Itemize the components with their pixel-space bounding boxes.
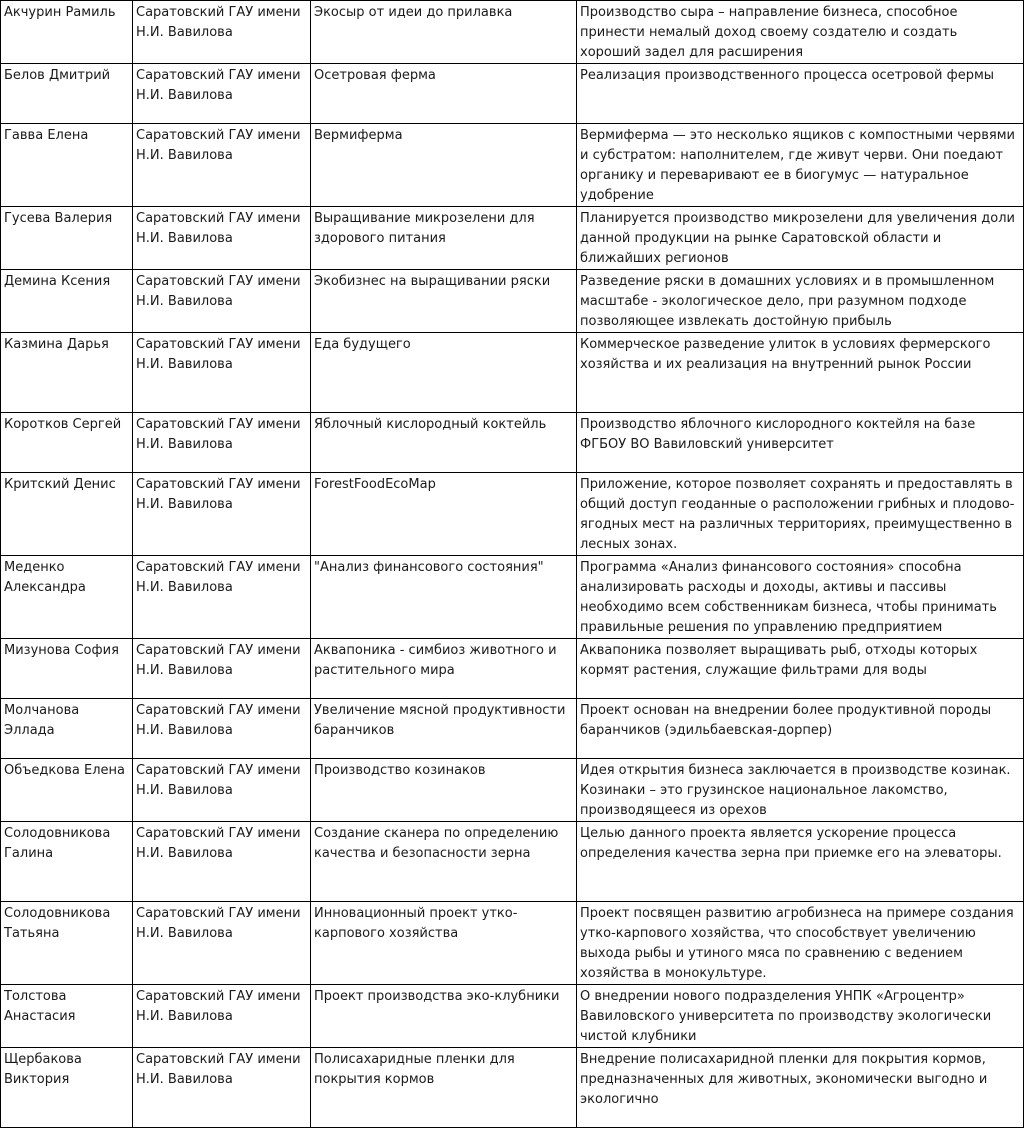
project-title: Осетровая ферма xyxy=(311,64,577,124)
table-row xyxy=(1,822,1024,902)
participant-name: Толстова Анастасия xyxy=(1,985,133,1048)
project-title: Увеличение мясной продуктивности баранчиков xyxy=(311,699,577,759)
project-title: Полисахаридные пленки для покрытия кормов xyxy=(311,1048,577,1128)
table-row xyxy=(1,985,1024,1048)
university-name: Саратовский ГАУ имени Н.И. Вавилова xyxy=(133,207,311,270)
participant-name: Казмина Дарья xyxy=(1,333,133,413)
participant-name: Молчанова Эллада xyxy=(1,699,133,759)
project-description: Планируется производство микрозелени для увеличения доли данной продукции на рынке Саратовской области и ближайших регионов xyxy=(577,207,1024,270)
university-name: Саратовский ГАУ имени Н.И. Вавилова xyxy=(133,985,311,1048)
project-description: Идея открытия бизнеса заключается в производстве козинак. Козинаки – это грузинское национальное лакомство, производящееся из орехов xyxy=(577,759,1024,822)
university-name: Саратовский ГАУ имени Н.И. Вавилова xyxy=(133,822,311,902)
project-description: О внедрении нового подразделения УНПК «Агроцентр» Вавиловского университета по производству экологически чистой клубники xyxy=(577,985,1024,1048)
participant-name: Демина Ксения xyxy=(1,270,133,333)
participant-name: Гусева Валерия xyxy=(1,207,133,270)
project-description: Производство яблочного кислородного коктейля на базе ФГБОУ ВО Вавиловский университет xyxy=(577,413,1024,473)
project-title: Еда будущего xyxy=(311,333,577,413)
participant-name: Меденко Александра xyxy=(1,556,133,639)
table-row xyxy=(1,473,1024,556)
table-row xyxy=(1,207,1024,270)
table-row xyxy=(1,1048,1024,1128)
project-title: Экосыр от идеи до прилавка xyxy=(311,1,577,64)
project-title: Инновационный проект утко-карпового хозяйства xyxy=(311,902,577,985)
project-title: Вермиферма xyxy=(311,124,577,207)
participant-name: Объедкова Елена xyxy=(1,759,133,822)
project-description: Производство сыра – направление бизнеса, способное принести немалый доход своему создателю и создать хороший задел для расширения xyxy=(577,1,1024,64)
table-row xyxy=(1,333,1024,413)
university-name: Саратовский ГАУ имени Н.И. Вавилова xyxy=(133,639,311,699)
university-name: Саратовский ГАУ имени Н.И. Вавилова xyxy=(133,902,311,985)
projects-table-body xyxy=(1,1,1024,1128)
project-description: Вермиферма — это несколько ящиков с компостными червями и субстратом: наполнителем, где живут черви. Они поедают органику и переваривают ее в биогумус — натуральное удобрение xyxy=(577,124,1024,207)
table-row xyxy=(1,699,1024,759)
table-row xyxy=(1,759,1024,822)
participant-name: Щербакова Виктория xyxy=(1,1048,133,1128)
table-row xyxy=(1,64,1024,124)
university-name: Саратовский ГАУ имени Н.И. Вавилова xyxy=(133,699,311,759)
project-description: Разведение ряски в домашних условиях и в промышленном масштабе - экологическое дело, при разумном подходе позволяющее извлекать достойную прибыль xyxy=(577,270,1024,333)
university-name: Саратовский ГАУ имени Н.И. Вавилова xyxy=(133,1,311,64)
project-title: Производство козинаков xyxy=(311,759,577,822)
university-name: Саратовский ГАУ имени Н.И. Вавилова xyxy=(133,124,311,207)
table-row xyxy=(1,639,1024,699)
university-name: Саратовский ГАУ имени Н.И. Вавилова xyxy=(133,333,311,413)
project-title: Проект производства эко-клубники xyxy=(311,985,577,1048)
project-description: Проект посвящен развитию агробизнеса на примере создания утко-карпового хозяйства, что способствует увеличению выхода рыбы и утиного мяса по сравнению с ведением хозяйства в монокультуре. xyxy=(577,902,1024,985)
university-name: Саратовский ГАУ имени Н.И. Вавилова xyxy=(133,1048,311,1128)
project-description: Внедрение полисахаридной пленки для покрытия кормов, предназначенных для животных, экономически выгодно и экологично xyxy=(577,1048,1024,1128)
participant-name: Критский Денис xyxy=(1,473,133,556)
participant-name: Мизунова София xyxy=(1,639,133,699)
table-row xyxy=(1,413,1024,473)
participant-name: Коротков Сергей xyxy=(1,413,133,473)
university-name: Саратовский ГАУ имени Н.И. Вавилова xyxy=(133,473,311,556)
participant-name: Гавва Елена xyxy=(1,124,133,207)
participant-name: Акчурин Рамиль xyxy=(1,1,133,64)
table-row xyxy=(1,902,1024,985)
project-description: Реализация производственного процесса осетровой фермы xyxy=(577,64,1024,124)
table-row xyxy=(1,556,1024,639)
project-description: Аквапоника позволяет выращивать рыб, отходы которых кормят растения, служащие фильтрами для воды xyxy=(577,639,1024,699)
project-description: Целью данного проекта является ускорение процесса определения качества зерна при приемке его на элеваторы. xyxy=(577,822,1024,902)
project-title: ForestFoodEcoMap xyxy=(311,473,577,556)
project-description: Программа «Анализ финансового состояния» способна анализировать расходы и доходы, активы и пассивы необходимо всем собственникам бизнеса, чтобы принимать правильные решения по управлению предприятием xyxy=(577,556,1024,639)
university-name: Саратовский ГАУ имени Н.И. Вавилова xyxy=(133,759,311,822)
project-title: Экобизнес на выращивании ряски xyxy=(311,270,577,333)
participant-name: Солодовникова Татьяна xyxy=(1,902,133,985)
university-name: Саратовский ГАУ имени Н.И. Вавилова xyxy=(133,413,311,473)
university-name: Саратовский ГАУ имени Н.И. Вавилова xyxy=(133,64,311,124)
participant-name: Белов Дмитрий xyxy=(1,64,133,124)
project-description: Приложение, которое позволяет сохранять и предоставлять в общий доступ геоданные о расположении грибных и плодово-ягодных мест на различных территориях, преимущественно в лесных зонах. xyxy=(577,473,1024,556)
table-row xyxy=(1,270,1024,333)
table-row xyxy=(1,124,1024,207)
university-name: Саратовский ГАУ имени Н.И. Вавилова xyxy=(133,270,311,333)
project-title: "Анализ финансового состояния" xyxy=(311,556,577,639)
participant-name: Солодовникова Галина xyxy=(1,822,133,902)
project-title: Создание сканера по определению качества и безопасности зерна xyxy=(311,822,577,902)
project-title: Выращивание микрозелени для здорового питания xyxy=(311,207,577,270)
table-row xyxy=(1,1,1024,64)
project-title: Яблочный кислородный коктейль xyxy=(311,413,577,473)
university-name: Саратовский ГАУ имени Н.И. Вавилова xyxy=(133,556,311,639)
project-title: Аквапоника - симбиоз животного и растительного мира xyxy=(311,639,577,699)
project-description: Коммерческое разведение улиток в условиях фермерского хозяйства и их реализация на внутренний рынок России xyxy=(577,333,1024,413)
project-description: Проект основан на внедрении более продуктивной породы баранчиков (эдильбаевская-дорпер) xyxy=(577,699,1024,759)
